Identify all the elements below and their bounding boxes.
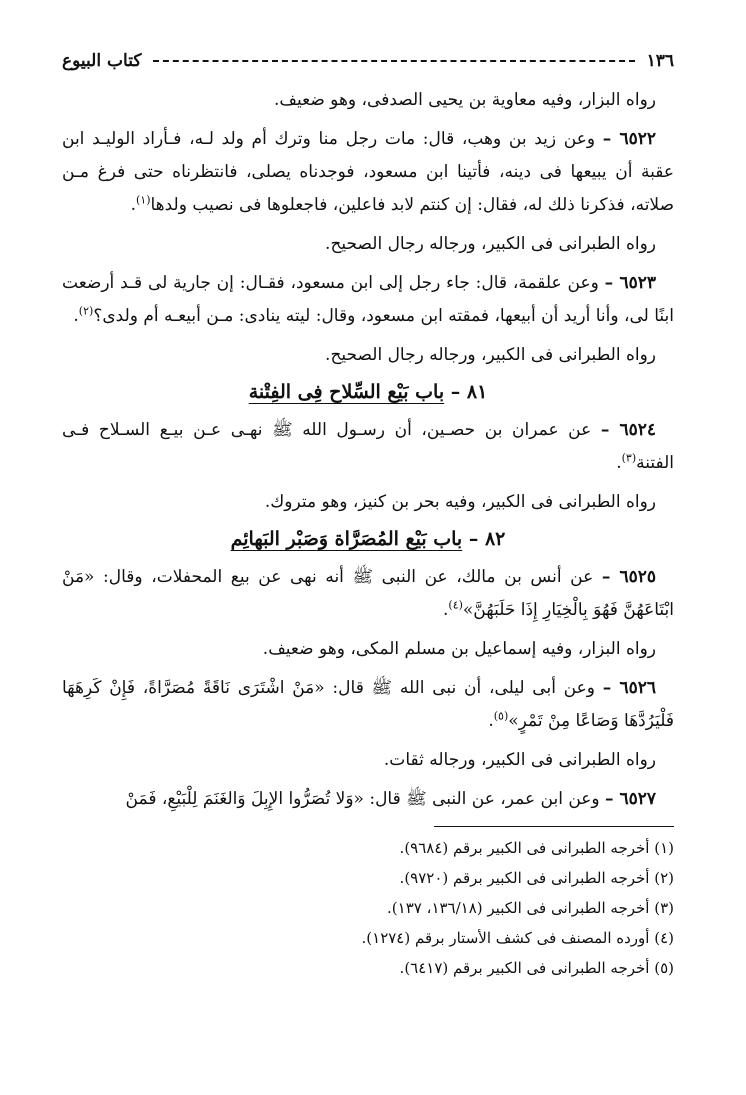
grading-note: رواه الطبرانى فى الكبير، وفيه بحر بن كنيز، وهو متروك. [264, 492, 656, 512]
hadith-number: ٦٥٢٢ – [602, 129, 656, 149]
running-header [62, 44, 674, 78]
grading-note: رواه الطبرانى فى الكبير، ورجاله ثقات. [383, 750, 656, 770]
chapter-heading-82: ٨٢ – باب بَيْع المُصَرَّاة وَصَبْر البَهائِم [230, 528, 506, 550]
chapter-heading-81: ٨١ – باب بَيْع السِّلاح فِى الفِتْنة [248, 381, 488, 403]
footnote-ref: (١) [135, 193, 151, 207]
footnote-separator [434, 826, 674, 827]
footnotes [62, 833, 674, 983]
hadith-number: ٦٥٢٦ – [602, 678, 656, 698]
footnote-ref: (٢) [78, 304, 94, 318]
hadith-6526: ٦٥٢٦ – وعن أبى ليلى، أن نبى الله ﷺ قال: «مَنْ اشْتَرَى نَاقَةً مُصَرَّاةً، فَإِنْ كَرِهَهَا فَلْيَرُدَّهَا وَصَاعًا مِنْ تَمْرٍ»$^{(٥)}$. [62, 678, 674, 731]
book-title: كتاب البيوع [62, 51, 142, 71]
hadith-6525: ٦٥٢٥ – عن أنس بن مالك، عن النبى ﷺ أنه نهى عن بيع المحفلات، وقال: «مَنْ ابْتَاعَهُنَّ فَهُوَ بِالْخِيَارِ إِذَا حَلَبَهُنَّ»$^{(٤)}$. [62, 567, 674, 620]
hadith-6522: ٦٥٢٢ – وعن زيد بن وهب، قال: مات رجل منا وترك أم ولد لـه، فـأراد الوليـد ابن عقبة أن يبيعها فى دينه، فأتينا ابن مسعود، فوجدناه يصلى، فانتظرناه حتى فرغ مـن صلاته، فذكرنا ذلك له، فقال: إن كنتم لابد فاعلين، فاجعلوها فى نصيب ولدها$^{(١)}$. [62, 129, 674, 215]
footnote-1: (١) أخرجه الطبرانى فى الكبير برقم (٩٦٨٤). [399, 839, 674, 857]
hadith-number: ٦٥٢٣ – [604, 273, 656, 293]
header-dashed-rule [153, 60, 634, 62]
grading-note: رواه الطبرانى فى الكبير، ورجاله رجال الصحيح. [325, 234, 656, 254]
hadith-6527: ٦٥٢٧ – وعن ابن عمر، عن النبى ﷺ قال: «وَلا تُصَرُّوا الإِبِلَ وَالغَنَمَ لِلْبَيْعِ، فَمَنْ [125, 789, 656, 809]
footnote-4: (٤) أورده المصنف فى كشف الأستار برقم (١٢٧٤). [361, 929, 674, 947]
footnote-2: (٢) أخرجه الطبرانى فى الكبير برقم (٩٧٢٠). [399, 869, 674, 887]
page-number: ١٣٦ [646, 51, 674, 71]
hadith-number: ٦٥٢٤ – [600, 420, 656, 440]
footnote-ref: (٤) [448, 598, 463, 612]
grading-note: رواه البزار، وفيه معاوية بن يحيى الصدفى، وهو ضعيف. [274, 90, 656, 110]
grading-note: رواه الطبرانى فى الكبير، ورجاله رجال الصحيح. [325, 345, 656, 365]
hadith-number: ٦٥٢٥ – [601, 567, 656, 587]
hadith-6523: ٦٥٢٣ – وعن علقمة، قال: جاء رجل إلى ابن مسعود، فقـال: إن جارية لى قـد أرضعت ابنًا لى، وأنا أريد أن أبيعها، فمقته ابن مسعود، وقال: ليته ينادى: مـن أبيعـه أم ولدى؟$^{(٢)}$. [62, 273, 674, 326]
grading-note: رواه البزار، وفيه إسماعيل بن مسلم المكى، وهو ضعيف. [262, 639, 656, 659]
hadith-number: ٦٥٢٧ – [605, 789, 656, 809]
footnote-ref: (٣) [621, 451, 637, 465]
footnote-5: (٥) أخرجه الطبرانى فى الكبير برقم (٦٤١٧). [399, 959, 674, 977]
footnote-ref: (٥) [493, 709, 509, 723]
footnote-3: (٣) أخرجه الطبرانى فى الكبير (١٣٦/١٨، ١٣٧). [387, 899, 674, 917]
hadith-6524: ٦٥٢٤ – عن عمران بن حصـين، أن رسـول الله ﷺ نهـى عـن بيـع السـلاح فـى الفتنة$^{(٣)}$. [62, 420, 674, 473]
book-page [62, 44, 674, 983]
